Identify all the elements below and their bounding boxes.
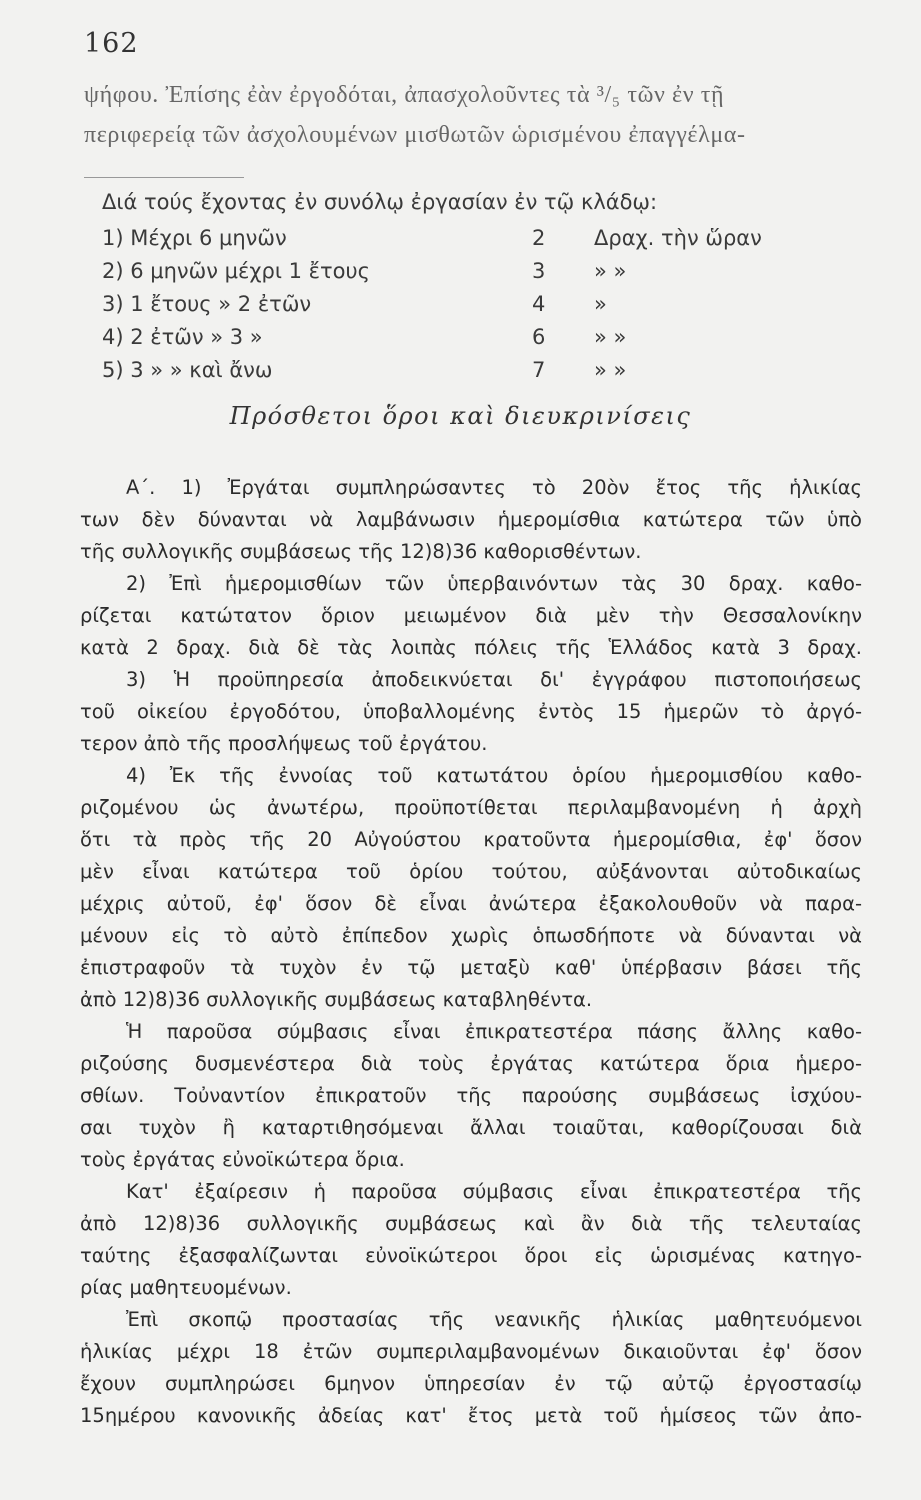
body-line: σθίων. Τοὐναντίον ἐπικρατοῦν τῆς παρούσης συμβάσεως ἰσχύου-: [80, 1084, 862, 1107]
body-line: ἀπὸ 12)8)36 συλλογικῆς συμβάσεως καταβληθέντα.: [80, 988, 593, 1011]
top-text-block: [84, 82, 884, 162]
body-line: 15ημέρου κανονικῆς ἀδείας κατ' ἔτος μετὰ τοῦ ἡμίσεος τῶν ἀπο-: [80, 1404, 862, 1427]
body-line: Α΄. 1) Ἐργάται συμπληρώσαντες τὸ 20ὸν ἔτος τῆς ἡλικίας: [126, 476, 862, 499]
wage-row: [102, 321, 842, 354]
wage-row-label: 1) Μέχρι 6 μηνῶν: [102, 226, 287, 250]
body-line: ριζομένου ὡς ἀνωτέρω, προϋποτίθεται περιλαμβανομένη ἡ ἀρχὴ: [80, 796, 862, 819]
wage-row-amount: 6: [532, 325, 546, 349]
wage-row: [102, 255, 842, 288]
body-line: τοῦ οἰκείου ἐργοδότου, ὑποβαλλομένης ἐντὸς 15 ἡμερῶν τὸ ἀργό-: [80, 700, 862, 723]
body-line: τοὺς ἐργάτας εὐνοϊκώτερα ὅρια.: [80, 1148, 405, 1171]
wage-row-label: 4) 2 ἐτῶν » 3 »: [102, 325, 263, 349]
wage-row: [102, 354, 842, 387]
body-line: 2) Ἐπὶ ἡμερομισθίων τῶν ὑπερβαινόντων τὰς 30 δραχ. καθο-: [126, 572, 862, 595]
wage-row-label: 2) 6 μηνῶν μέχρι 1 ἔτους: [102, 259, 370, 283]
body-line: 4) Ἐκ τῆς ἐννοίας τοῦ κατωτάτου ὁρίου ἡμερομισθίου καθο-: [126, 764, 862, 787]
body-line: Ἡ παροῦσα σύμβασις εἶναι ἐπικρατεστέρα πάσης ἄλλης καθο-: [126, 1020, 862, 1043]
body-line: μὲν εἶναι κατώτερα τοῦ ὁρίου τούτου, αὐξάνονται αὐτοδικαίως: [80, 860, 862, 883]
wage-row-amount: 2: [532, 226, 546, 250]
body-line: ταύτης ἐξασφαλίζωνται εὐνοϊκώτεροι ὅροι εἰς ὡρισμένας κατηγο-: [80, 1244, 862, 1267]
wage-row-amount: 4: [532, 292, 546, 316]
wage-row-unit: Δραχ. τὴν ὥραν: [594, 226, 762, 250]
wage-row-unit: »: [594, 292, 607, 316]
body-line: 3) Ἡ προϋπηρεσία ἀποδεικνύεται δι' ἐγγράφου πιστοποιήσεως: [126, 668, 862, 691]
body-line: ἀπὸ 12)8)36 συλλογικῆς συμβάσεως καὶ ἂν διὰ τῆς τελευταίας: [80, 1212, 862, 1235]
body-line: σαι τυχὸν ἢ καταρτιθησόμεναι ἄλλαι τοιαῦται, καθορίζουσαι διὰ: [80, 1116, 862, 1139]
body-line: ριζούσης δυσμενέστερα διὰ τοὺς ἐργάτας κατώτερα ὅρια ἡμερο-: [80, 1052, 862, 1075]
body-text: [80, 472, 862, 1432]
body-line: ἐπιστραφοῦν τὰ τυχὸν ἐν τῷ μεταξὺ καθ' ὑπέρβασιν βάσει τῆς: [80, 956, 862, 979]
wage-table: [102, 182, 842, 387]
body-line: ὅτι τὰ πρὸς τῆς 20 Αὐγούστου κρατοῦντα ἡμερομίσθια, ἐφ' ὅσον: [80, 828, 862, 851]
body-line: τῆς συλλογικῆς συμβάσεως τῆς 12)8)36 καθορισθέντων.: [80, 540, 642, 563]
body-line: μέχρις αὐτοῦ, ἐφ' ὅσον δὲ εἶναι ἀνώτερα ἐξακολουθοῦν νὰ παρα-: [80, 892, 862, 915]
body-line: μένουν εἰς τὸ αὐτὸ ἐπίπεδον χωρὶς ὁπωσδήποτε νὰ δύνανται νὰ: [80, 924, 862, 947]
body-line: των δὲν δύνανται νὰ λαμβάνωσιν ἡμερομίσθια κατώτερα τῶν ὑπὸ: [80, 508, 862, 531]
wage-row-amount: 3: [532, 259, 546, 283]
wage-row: [102, 222, 842, 255]
wage-row-label: 3) 1 ἔτους » 2 ἐτῶν: [102, 292, 312, 316]
top-text-line: περιφερείᾳ τῶν ἀσχολουμένων μισθωτῶν ὡρισμένου ἐπαγγέλμα-: [84, 122, 746, 148]
body-line: ρίζεται κατώτατον ὅριον μειωμένον διὰ μὲν τὴν Θεσσαλονίκην: [80, 604, 862, 627]
section-title: Πρόσθετοι ὅροι καὶ διευκρινίσεις: [229, 402, 692, 430]
footnote-divider: [84, 177, 244, 178]
body-line: Ἐπὶ σκοπῷ προστασίας τῆς νεανικῆς ἡλικίας μαθητευόμενοι: [126, 1308, 862, 1331]
wage-row-unit: » »: [594, 325, 627, 349]
wage-row-unit: » »: [594, 259, 627, 283]
body-line: Κατ' ἐξαίρεσιν ἡ παροῦσα σύμβασις εἶναι ἐπικρατεστέρα τῆς: [126, 1180, 862, 1203]
body-line: τερον ἀπὸ τῆς προσλήψεως τοῦ ἐργάτου.: [80, 732, 488, 755]
body-line: ρίας μαθητευομένων.: [80, 1276, 292, 1299]
page-number: 162: [84, 28, 139, 59]
wage-row-unit: » »: [594, 358, 627, 382]
wage-table-heading: Διά τούς ἔχοντας ἐν συνόλῳ ἐργασίαν ἐν τῷ κλάδῳ:: [102, 190, 658, 214]
body-line: κατὰ 2 δραχ. διὰ δὲ τὰς λοιπὰς πόλεις τῆς Ἑλλάδος κατὰ 3 δραχ.: [80, 636, 862, 659]
body-line: ἔχουν συμπληρώσει 6μηνον ὑπηρεσίαν ἐν τῷ αὐτῷ ἐργοστασίῳ: [80, 1372, 862, 1395]
wage-row: [102, 288, 842, 321]
body-line: ἡλικίας μέχρι 18 ἐτῶν συμπεριλαμβανομένων δικαιοῦνται ἐφ' ὅσον: [80, 1340, 862, 1363]
top-text-line: ψήφου. Ἐπίσης ἐὰν ἐργοδόται, ἀπασχολοῦντες τὰ ³/₅ τῶν ἐν τῇ: [84, 82, 725, 108]
wage-row-label: 5) 3 » » καὶ ἄνω: [102, 358, 273, 382]
wage-row-amount: 7: [532, 358, 546, 382]
